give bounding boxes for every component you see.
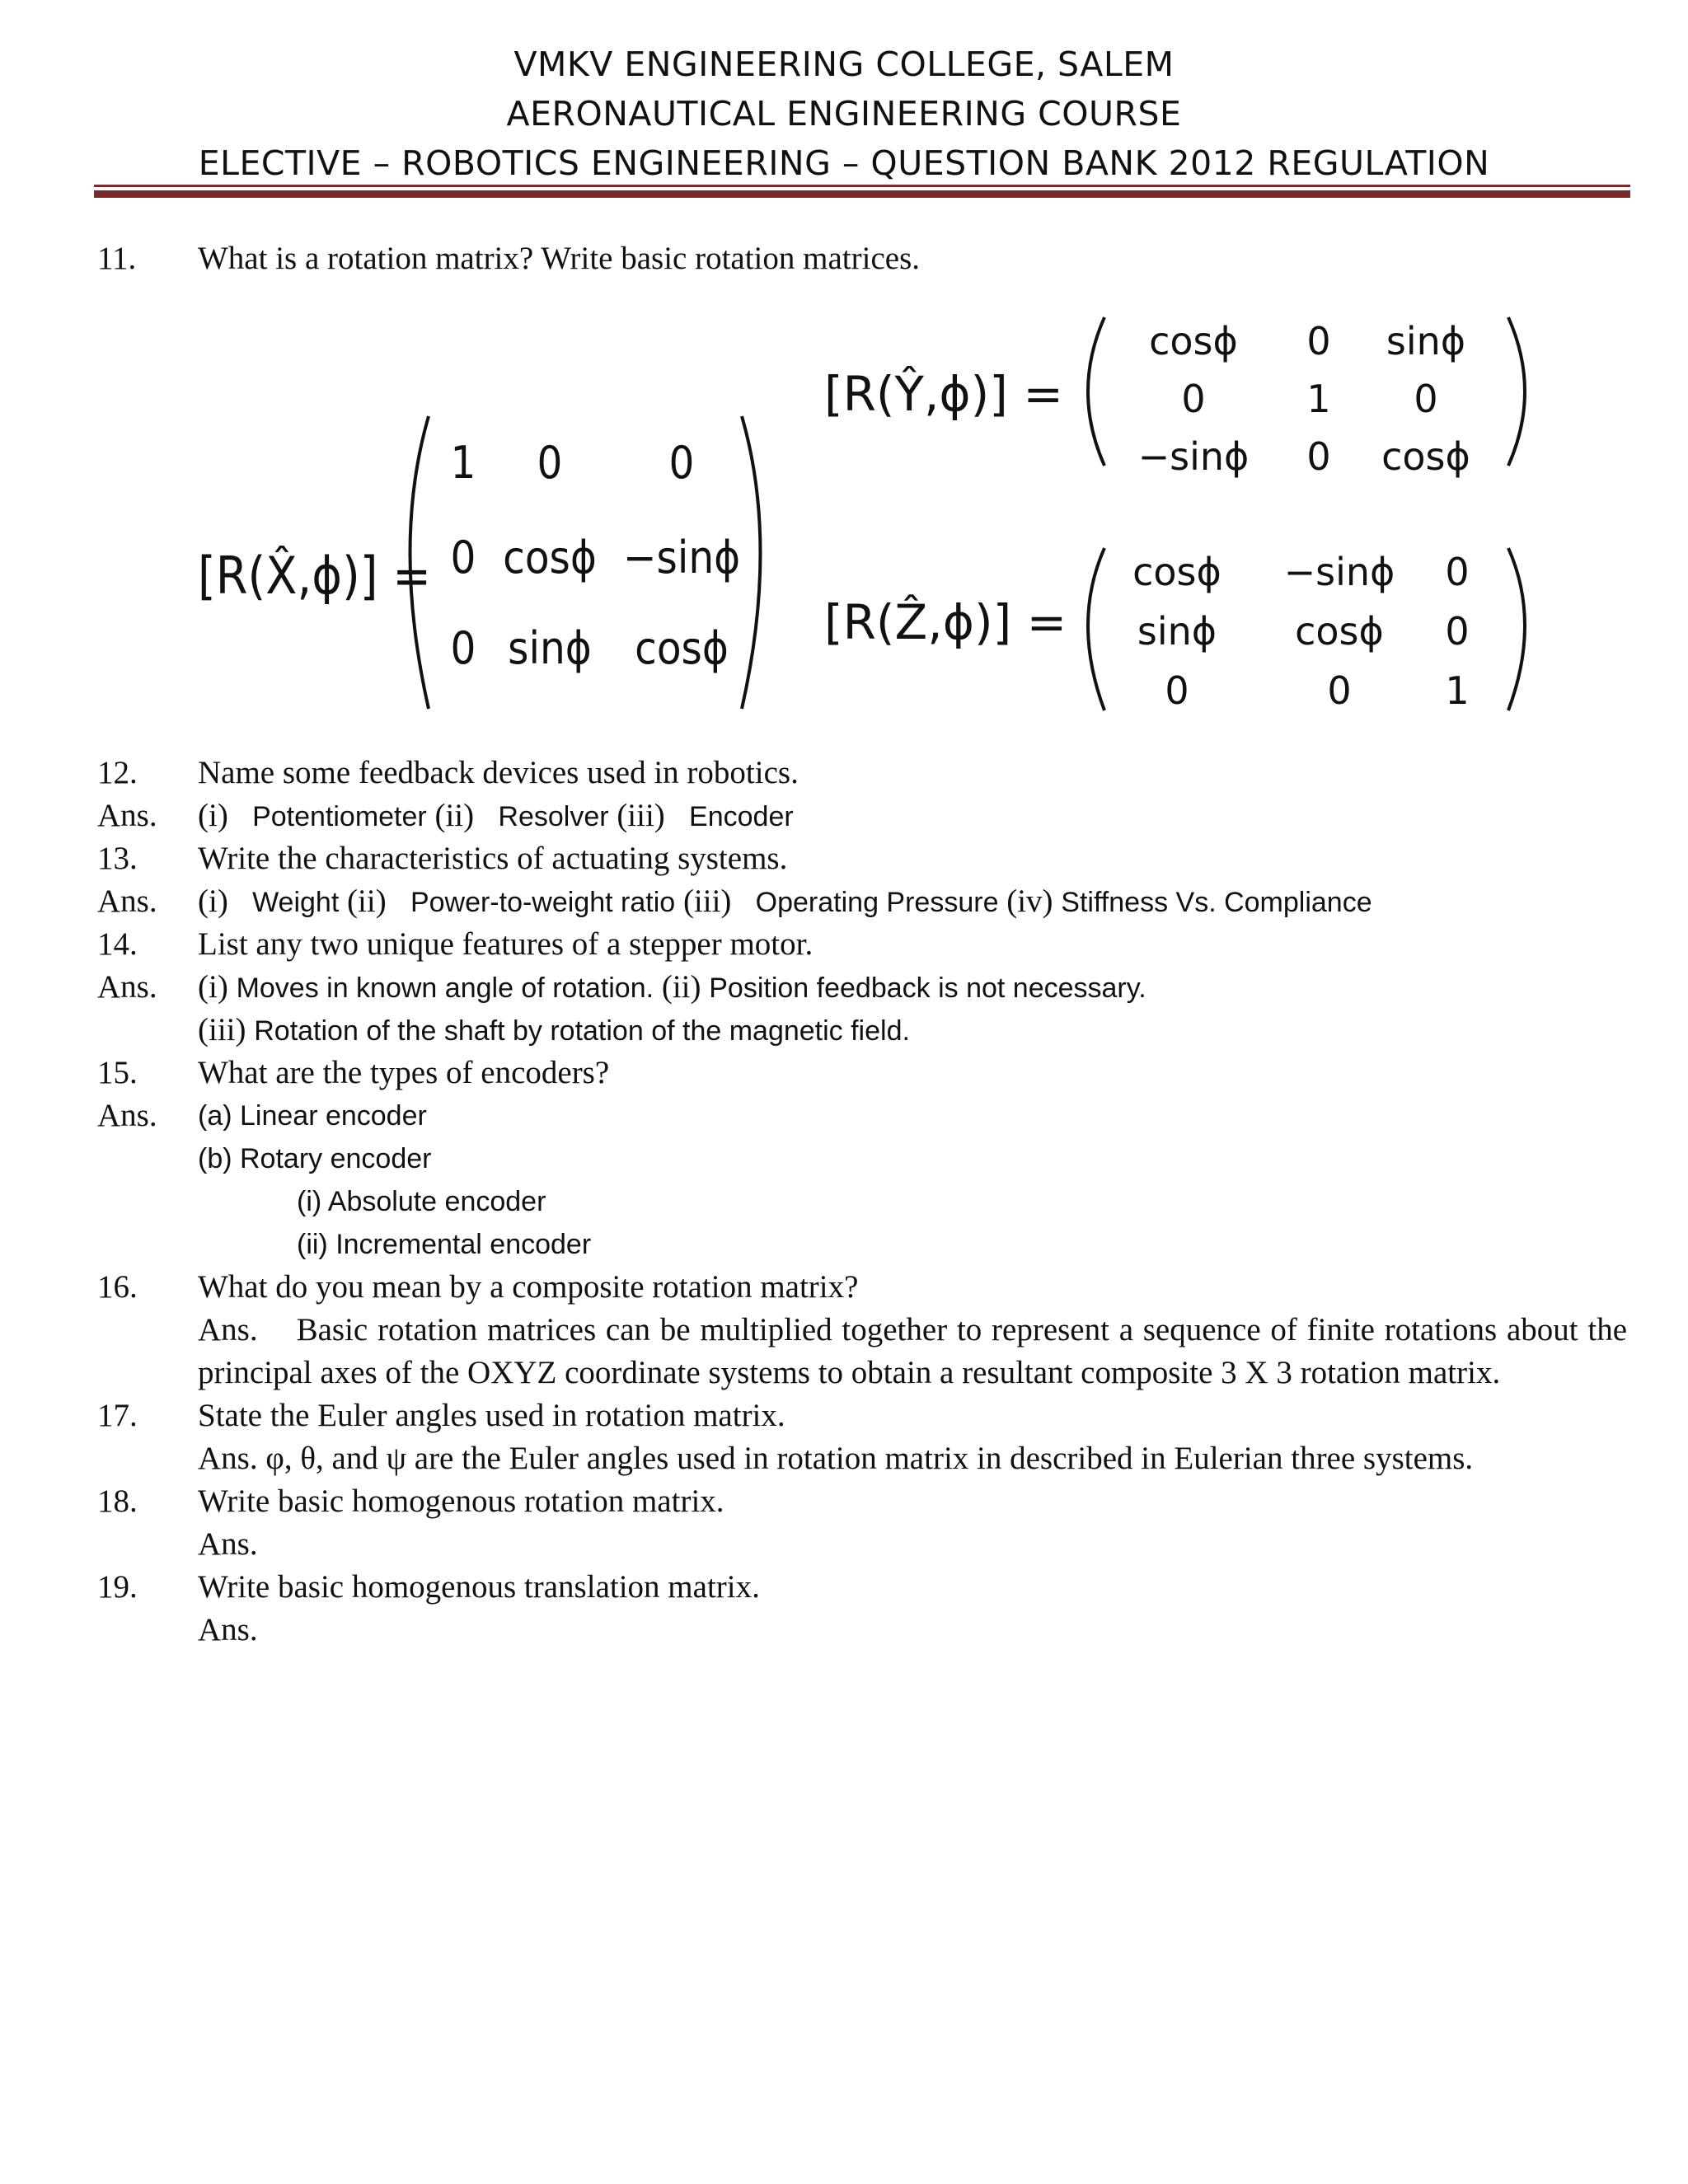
question-number: 17. <box>97 1398 138 1433</box>
answer-item: Moves in known angle of rotation. <box>236 972 654 1004</box>
rx-cell: 1 <box>450 437 476 489</box>
rz-cell: cosϕ <box>1295 609 1384 654</box>
answer-mark: (iii) <box>198 1012 246 1047</box>
answer-14-continued <box>0 1009 1688 1052</box>
encoder-type-linear: (a) Linear encoder <box>198 1100 427 1132</box>
page-header <box>0 40 1688 188</box>
header-subject: ELECTIVE – ROBOTICS ENGINEERING – QUESTION BANK 2012 REGULATION <box>198 143 1490 183</box>
answer-label: Ans. <box>97 883 157 919</box>
rz-left-paren <box>1088 548 1104 710</box>
question-number: 18. <box>97 1483 138 1519</box>
answer-17 <box>0 1437 1688 1480</box>
answer-15-incremental <box>0 1223 1688 1266</box>
encoder-subtype-incremental: (ii) Incremental encoder <box>297 1229 592 1260</box>
rz-cell: sinϕ <box>1137 609 1217 654</box>
answer-mark: (iv) <box>1006 883 1053 919</box>
question-11 <box>0 237 1688 280</box>
rz-cell: 0 <box>1445 550 1470 594</box>
answer-mark: (i) <box>198 883 228 919</box>
answer-label: Ans. <box>97 969 157 1005</box>
answer-12 <box>0 794 1688 837</box>
question-number: 13. <box>97 841 138 876</box>
ry-cell: 0 <box>1306 434 1331 479</box>
ry-right-paren <box>1508 317 1525 466</box>
question-text: What are the types of encoders? <box>198 1055 610 1090</box>
encoder-type-rotary: (b) Rotary encoder <box>198 1143 432 1174</box>
rx-cell: cosϕ <box>503 532 597 583</box>
answer-item: Encoder <box>689 801 794 832</box>
question-text: Write basic homogenous translation matrix. <box>198 1569 760 1605</box>
question-19 <box>0 1566 1688 1609</box>
ry-cell: cosϕ <box>1381 434 1470 479</box>
answer-14 <box>0 966 1688 1009</box>
ry-label: [R(Ŷ,ϕ)] = <box>824 366 1063 422</box>
rz-cell: 1 <box>1445 668 1470 713</box>
question-number: 16. <box>97 1269 138 1305</box>
question-16 <box>0 1266 1688 1309</box>
rx-cell: −sinϕ <box>622 532 741 583</box>
rz-right-paren <box>1508 548 1525 710</box>
rx-label: [R(X̂,ϕ)] = <box>198 546 431 606</box>
question-17 <box>0 1394 1688 1437</box>
answer-15-absolute <box>0 1180 1688 1223</box>
question-number: 15. <box>97 1055 138 1090</box>
rotation-matrices-figure <box>181 305 1582 725</box>
answer-mark: (ii) <box>347 883 387 919</box>
rx-cell: 0 <box>450 622 476 674</box>
question-number: 19. <box>97 1569 138 1605</box>
answer-item: Potentiometer <box>252 801 427 832</box>
rz-cell: 0 <box>1165 668 1189 713</box>
answer-item: Rotation of the shaft by rotation of the magnetic field. <box>254 1015 910 1047</box>
answer-item: Stiffness Vs. Compliance <box>1061 887 1372 918</box>
question-text: What do you mean by a composite rotation matrix? <box>198 1269 859 1305</box>
ry-cell: cosϕ <box>1149 319 1238 363</box>
question-number: 14. <box>97 926 138 962</box>
answer-item: Weight <box>252 887 340 918</box>
question-13 <box>0 837 1688 880</box>
ry-cell: 0 <box>1181 377 1206 421</box>
rz-label: [R(Ẑ,ϕ)] = <box>824 594 1067 650</box>
answer-mark: (ii) <box>661 969 701 1005</box>
question-text: State the Euler angles used in rotation matrix. <box>198 1398 785 1433</box>
answer-label: Ans. <box>97 798 157 833</box>
header-rule-thin <box>94 185 1630 187</box>
rx-cell: cosϕ <box>635 622 729 674</box>
ry-left-paren <box>1088 317 1104 466</box>
rz-cell: −sinϕ <box>1283 550 1395 594</box>
ry-cell: sinϕ <box>1386 319 1466 363</box>
answer-item: Position feedback is not necessary. <box>709 972 1146 1004</box>
answer-text: Ans. <box>198 1526 258 1562</box>
rz-cell: cosϕ <box>1132 550 1221 594</box>
question-text: Write the characteristics of actuating systems. <box>198 841 788 876</box>
answer-text: Ans. φ, θ, and ψ are the Euler angles used in rotation matrix in described in Eulerian three systems. <box>198 1441 1474 1476</box>
ry-cell: 0 <box>1414 377 1438 421</box>
answer-mark: (i) <box>198 798 228 833</box>
header-college: VMKV ENGINEERING COLLEGE, SALEM <box>513 45 1175 84</box>
rx-cell: 0 <box>668 437 695 489</box>
rz-cell: 0 <box>1445 609 1470 654</box>
ry-cell: −sinϕ <box>1137 434 1250 479</box>
answer-19 <box>0 1609 1688 1652</box>
answer-15-rotary <box>0 1137 1688 1180</box>
ry-cell: 0 <box>1306 319 1331 363</box>
rx-right-paren <box>742 416 761 709</box>
answer-16: Ans. Basic rotation matrices can be multiplied together to represent a sequence of finite rotations about the principal axes of the OXYZ coordinate systems to obtain a resultant composite 3 X 3 rotation matrix. <box>198 1312 1635 1390</box>
question-text: List any two unique features of a stepper motor. <box>198 926 814 962</box>
rx-cell: sinϕ <box>508 622 592 674</box>
answer-mark: (iii) <box>617 798 665 833</box>
answer-text: Ans. <box>198 1612 258 1647</box>
answer-13 <box>0 880 1688 923</box>
question-text: What is a rotation matrix? Write basic rotation matrices. <box>198 241 920 276</box>
answer-item: Power-to-weight ratio <box>410 887 676 918</box>
question-18 <box>0 1480 1688 1523</box>
question-15 <box>0 1052 1688 1094</box>
question-number: 11. <box>97 241 137 276</box>
answer-item: Operating Pressure <box>755 887 999 918</box>
question-12 <box>0 752 1688 794</box>
answer-mark: (ii) <box>434 798 475 833</box>
answer-label: Ans. <box>97 1098 157 1133</box>
question-14 <box>0 923 1688 966</box>
question-text: Name some feedback devices used in robotics. <box>198 755 799 790</box>
encoder-subtype-absolute: (i) Absolute encoder <box>297 1186 546 1217</box>
answer-mark: (i) <box>198 969 228 1005</box>
rx-cell: 0 <box>537 437 563 489</box>
answer-18 <box>0 1523 1688 1566</box>
answer-item: Resolver <box>498 801 609 832</box>
answer-mark: (iii) <box>682 883 732 919</box>
header-course: AERONAUTICAL ENGINEERING COURSE <box>506 94 1182 134</box>
rx-cell: 0 <box>450 532 476 583</box>
question-number: 12. <box>97 755 138 790</box>
question-text: Write basic homogenous rotation matrix. <box>198 1483 724 1519</box>
header-rule-thick <box>94 190 1630 198</box>
rz-cell: 0 <box>1327 668 1352 713</box>
answer-15 <box>0 1094 1688 1137</box>
ry-cell: 1 <box>1306 377 1331 421</box>
